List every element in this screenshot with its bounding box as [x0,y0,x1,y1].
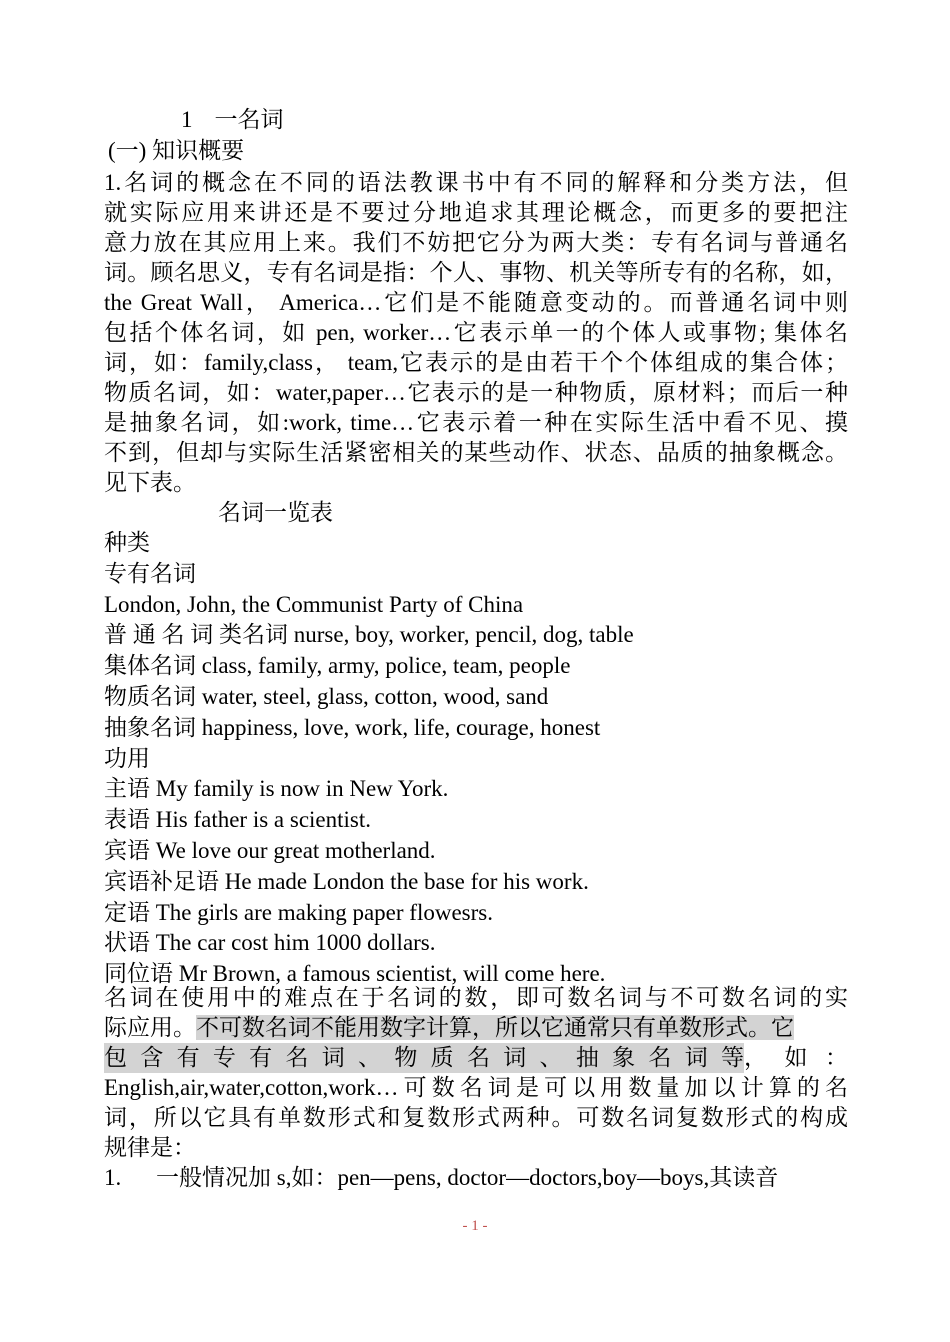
paragraph2-line2-plain: 际应用。 [104,1015,196,1040]
table-line: 抽象名词 happiness, love, work, life, courage, honest [104,714,601,740]
paragraph-line: 物质名词，如：water,paper…它表示的是一种物质，原材料；而后一种 [104,380,848,405]
paragraph-line: 是抽象名词，如:work, time…它表示着一种在实际生活中看不见、摸 [104,410,848,435]
table-line: London, John, the Communist Party of China [104,591,524,617]
paragraph-line: 不到，但却与实际生活紧密相关的某些动作、状态、品质的抽象概念。 [104,440,848,465]
paragraph-line: 1.名词的概念在不同的语法教课书中有不同的解释和分类方法，但 [104,170,848,195]
table-line: 普 通 名 词 类名词 nurse, boy, worker, pencil, dog, table [104,622,634,648]
table-line: 功用 [104,745,150,771]
paragraph2-line2 [104,1013,848,1043]
paragraph2-line5: 词，所以它具有单数形式和复数形式两种。可数名词复数形式的构成 [104,1105,848,1130]
table-line: 定语 The girls are making paper flowesrs. [104,899,493,925]
table-line: 表语 His father is a scientist. [104,807,372,833]
paragraph-line: 意力放在其应用上来。我们不妨把它分为两大类：专有名词与普通名 [104,230,848,255]
table-line: 专有名词 [104,560,196,586]
paragraph2-line4: English,air,water,cotton,work…可数名词是可以用数量加以计算的名 [104,1075,848,1100]
chapter-number: 1 [181,107,193,132]
paragraph2-line6: 规律是： [104,1135,196,1160]
paragraph-line: 就实际应用来讲还是不要过分地追求其理论概念，而更多的要把注 [104,200,848,225]
table-line: 同位语 Mr Brown, a famous scientist, will come here. [104,961,606,987]
paragraph-line: 词。顾名思义，专有名词是指：个人、事物、机关等所专有的名称，如， [104,260,848,285]
table-line: 物质名词 water, steel, glass, cotton, wood, sand [104,684,549,709]
table-title: 名词一览表 [218,500,333,525]
chapter-title: 一名词 [214,107,284,132]
paragraph-line: the Great Wall， America…它们是不能随意变动的。而普通名词中则 [104,290,848,315]
page-number: - 1 - [462,1218,488,1234]
table-line: 状语 The car cost him 1000 dollars. [104,930,436,956]
paragraph2-line3 [104,1043,848,1073]
chapter-heading [181,105,925,135]
table-line: 主语 My family is now in New York. [104,776,449,802]
table-line: 集体名词 class, family, army, police, team, people [104,653,571,679]
table-line: 宾语补足语 He made London the base for his work. [104,868,589,894]
section-heading: (一) 知识概要 [108,138,245,163]
paragraph-line: 包括个体名词，如 pen, worker…它表示单一的个体人或事物; 集体名 [104,320,848,345]
paragraph-line: 词，如：family,class， team,它表示的是由若干个个体组成的集合体； [104,350,848,375]
rule-1-number: 1. [104,1165,122,1190]
table-line: 宾语 We love our great motherland. [104,838,436,863]
paragraph-line: 见下表。 [104,470,196,495]
paragraph2-line3-plain: ， 如 ： [744,1045,848,1070]
rule-1 [104,1163,848,1193]
rule-1-text: 一般情况加 s,如：pen—pens, doctor—doctors,boy—boys,其读音 [156,1165,779,1190]
highlighted-text: 不可数名词不能用数字计算，所以它通常只有单数形式。它 [196,1015,794,1040]
table-line: 种类 [104,530,150,555]
paragraph2-line1: 名词在使用中的难点在于名词的数，即可数名词与不可数名词的实 [104,985,848,1010]
highlighted-text-2: 包 含 有 专 有 名 词 、 物 质 名 词 、 抽 象 名 词 等 [104,1043,744,1073]
